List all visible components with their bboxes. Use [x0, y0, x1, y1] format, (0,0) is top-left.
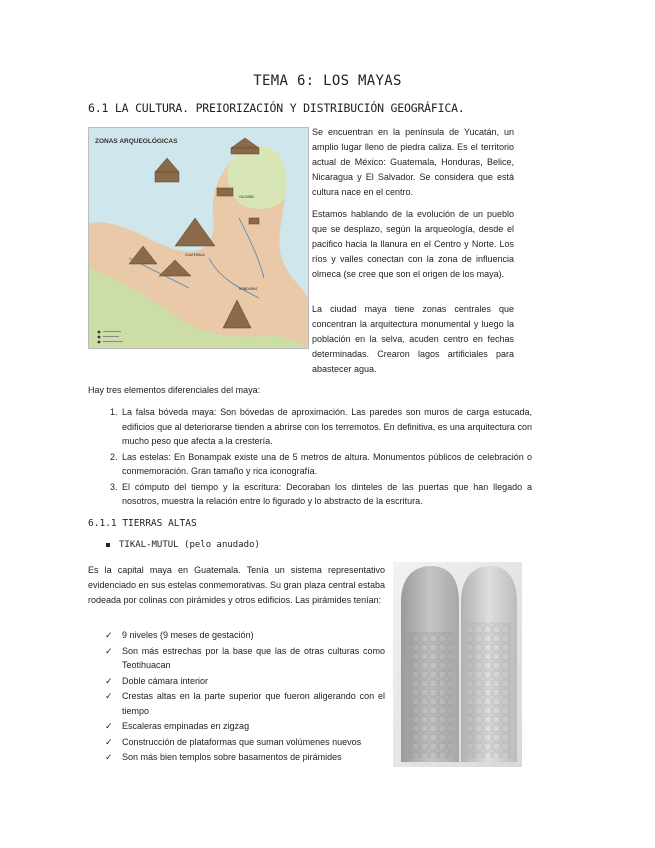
- tikal-paragraph: Es la capital maya en Guatemala. Tenía un sistema representativo evidenciado en sus estelas conmemorativas. Su gran plaza central estaba rodeada por colinas con pirámides y otros edificios. Las pirámides tenían:: [88, 565, 385, 605]
- list-item: [105, 750, 385, 765]
- list-item: [105, 735, 385, 750]
- check-icon: ✓: [105, 752, 113, 762]
- feature-text: Crestas altas en la parte superior que fueron aligerando con el tiempo: [122, 691, 385, 716]
- list-item: 2. Las estelas: En Bonampak existe una de 5 metros de altura. Monumentos públicos de celebración o conmemoración. Gran tamaño y rica iconografía.: [120, 450, 532, 479]
- bullet-icon: [106, 543, 110, 547]
- feature-text: Son más bien templos sobre basamentos de pirámides: [122, 752, 342, 762]
- elements-intro: Hay tres elementos diferenciales del maya:: [88, 385, 261, 395]
- paragraph-city: La ciudad maya tiene zonas centrales que concentran la arquitectura monumental y luego la población en la selva, acuden centro en fechas determinadas. Crearon lagos artificiales para abastecer agua.: [312, 304, 514, 374]
- tikal-bullet-label: TIKAL-MUTUL (pelo anudado): [119, 540, 260, 550]
- list-item: 1. La falsa bóveda maya: Son bóvedas de aproximación. Las paredes son muros de carga estucada, edificios que al deteriorarse tienden a abrirse con los terremotos. En definitiva, es una arquitectura con mucho peso que afecta a la crestería.: [120, 405, 532, 449]
- feature-text: Son más estrechas por la base que las de otras culturas como Teotihuacan: [122, 645, 385, 670]
- stela-image: [393, 562, 522, 767]
- subsection-heading: 6.1.1 TIERRAS ALTAS: [88, 518, 197, 529]
- check-icon: ✓: [105, 736, 113, 747]
- archaeological-zones-map: [88, 127, 309, 349]
- page-title: TEMA 6: LOS MAYAS: [253, 73, 402, 89]
- feature-text: 9 niveles (9 meses de gestación): [122, 630, 254, 640]
- check-icon: ✓: [105, 675, 113, 686]
- list-item: [105, 628, 385, 643]
- paragraph-location: Se encuentran en la península de Yucatán, un amplio lugar lleno de piedra caliza. Es el territorio actual de México: Guatemala, Honduras, Belice, Nicaragua y El Salvador. Se considera que está cultura nace en el centro.: [312, 127, 514, 197]
- elements-list: [103, 405, 532, 510]
- check-icon: ✓: [105, 630, 113, 640]
- feature-text: Construcción de plataformas que suman volúmenes nuevos: [122, 736, 362, 747]
- feature-text: Doble cámara interior: [122, 675, 209, 686]
- map-image: [89, 128, 308, 348]
- stela-photo: [393, 562, 522, 767]
- svg-text:YUCATÁN: YUCATÁN: [239, 195, 254, 199]
- svg-text:HONDURAS: HONDURAS: [239, 287, 258, 291]
- check-icon: ✓: [105, 691, 113, 701]
- check-icon: ✓: [105, 721, 113, 731]
- tikal-bullet: [106, 540, 260, 550]
- list-item: 3. El cómputo del tiempo y la escritura: Decoraban los dinteles de las puertas que han llegado a nosotros, muestra la relación entre lo figurado y lo abstracto de la escritura.: [120, 480, 532, 509]
- paragraph-evolution: Estamos hablando de la evolución de un pueblo que se desplazo, según la arqueología, desde el pacifico hacia la llanura en el Centro y Norte. Los ríos y valles conectan con la zona de influencia olmeca (se cree que son el origen de los maya).: [312, 209, 514, 279]
- list-item: [105, 719, 385, 734]
- feature-text: Escaleras empinadas en zigzag: [122, 721, 250, 731]
- svg-text:GUATEMALA: GUATEMALA: [185, 253, 205, 257]
- map-title: ZONAS ARQUEOLÓGICAS: [95, 138, 178, 145]
- pyramid-features-list: [105, 628, 385, 766]
- list-item: [105, 674, 385, 689]
- section-heading: 6.1 LA CULTURA. PREIORIZACIÓN Y DISTRIBUCIÓN GEOGRÁFICA.: [88, 101, 465, 115]
- list-item: [105, 644, 385, 673]
- list-item: [105, 689, 385, 718]
- check-icon: ✓: [105, 645, 113, 656]
